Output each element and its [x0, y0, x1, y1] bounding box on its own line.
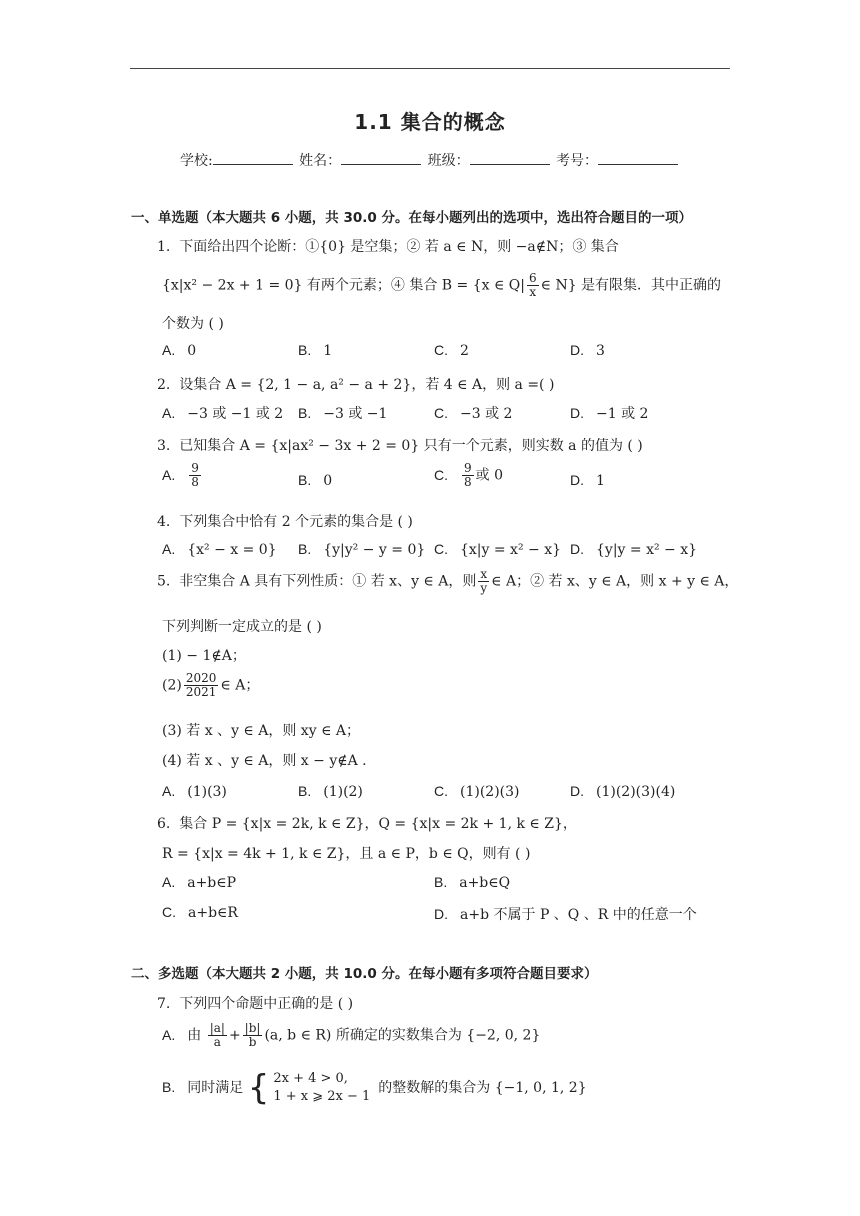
q5-option-b[interactable]: B. (1)(2) — [298, 783, 363, 800]
q3-option-c[interactable]: C. $\frac{9}{8}$ 或 0 — [434, 461, 503, 490]
class-field[interactable] — [470, 152, 550, 165]
q7-option-b[interactable]: B. 同时满足 { 2x + 4 > 0, 1 + x ⩾ 2x − 1 的整数解的集合为 {−1, 0, 1, 2} — [162, 1068, 587, 1108]
q6-option-b[interactable]: B. a+b∈Q — [434, 874, 511, 891]
q3-option-a[interactable]: A. $\frac{9}{8}$ — [162, 461, 199, 490]
statement-3: (3) 若 x 、y ∈ A，则 xy ∈ A； — [162, 723, 360, 739]
class-label: 班级： — [427, 153, 470, 169]
section-single-choice: 一、单选题（本大题共 6 小题，共 30.0 分。在每小题列出的选项中，选出符合题目的一项） — [131, 210, 693, 226]
page-title: 1.1 集合的概念 — [354, 110, 506, 134]
fraction: $\frac{|a|}{a}$ — [209, 1021, 225, 1050]
q3-option-d[interactable]: D. 1 — [570, 472, 605, 489]
student-info-line — [0, 150, 860, 170]
section-multiple-choice: 二、多选题（本大题共 2 小题，共 10.0 分。在每小题有多项符合题目要求） — [131, 966, 598, 982]
fraction: $\frac{9}{8}$ — [191, 461, 199, 490]
q1-option-d[interactable]: D. 3 — [570, 342, 605, 359]
question-1-line-2: {x|x² − 2x + 1 = 0} 有两个元素；④ 集合 B = {x ∈ Q| $\frac{6}{x}$ ∈ N} 是有限集．其中正确的 — [162, 271, 722, 300]
exam-no-label: 考号： — [556, 153, 599, 169]
q5-option-c[interactable]: C. (1)(2)(3) — [434, 783, 520, 800]
statement-1: (1) − 1∉A； — [162, 648, 246, 664]
fraction: $\frac{|b|}{b}$ — [244, 1021, 261, 1050]
question-1-line-3: 个数为 ( ) — [162, 316, 224, 332]
q4-option-b[interactable]: B. {y|y² − y = 0} — [298, 541, 426, 558]
q2-option-d[interactable]: D. −1 或 2 — [570, 405, 649, 422]
question-5-line-2: 下列判断一定成立的是 ( ) — [162, 619, 322, 635]
fraction: $\frac{6}{x}$ — [528, 271, 537, 300]
left-brace-icon: { — [247, 1068, 270, 1108]
fraction: $\frac{2020}{2021}$ — [185, 671, 217, 700]
q4-option-c[interactable]: C. {x|y = x² − x} — [434, 541, 562, 558]
question-6-line-2: R = {x|x = 4k + 1, k ∈ Z}，且 a ∈ P，b ∈ Q，则有 ( ) — [162, 846, 531, 862]
q2-option-a[interactable]: A. −3 或 −1 或 2 — [162, 405, 284, 422]
q5-option-a[interactable]: A. (1)(3) — [162, 783, 227, 800]
statement-2: (2) $\frac{2020}{2021}$ ∈ A； — [162, 671, 260, 700]
question-6: 6. 集合 P = {x|x = 2k, k ∈ Z}，Q = {x|x = 2k + 1, k ∈ Z}， — [157, 816, 577, 832]
fraction: $\frac{x}{y}$ — [480, 567, 488, 596]
q1-option-c[interactable]: C. 2 — [434, 342, 469, 359]
q5-option-d[interactable]: D. (1)(2)(3)(4) — [570, 783, 676, 800]
question-1: 1. 下面给出四个论断：①{0} 是空集；② 若 a ∈ N，则 −a∉N；③ 集合 — [157, 239, 619, 255]
q6-option-a[interactable]: A. a+b∈P — [162, 874, 237, 891]
name-field[interactable] — [341, 152, 421, 165]
school-label: 学校: — [179, 153, 213, 169]
statement-4: (4) 若 x 、y ∈ A，则 x − y∉A . — [162, 753, 367, 769]
name-label: 姓名： — [299, 153, 342, 169]
question-2: 2. 设集合 A = {2, 1 − a, a² − a + 2}，若 4 ∈ A，则 a =( ) — [157, 377, 555, 393]
q6-option-d[interactable]: D. a+b 不属于 P 、Q 、R 中的任意一个 — [434, 906, 697, 923]
school-field[interactable] — [213, 152, 293, 165]
q2-option-b[interactable]: B. −3 或 −1 — [298, 405, 388, 422]
q3-option-b[interactable]: B. 0 — [298, 472, 333, 489]
fraction: $\frac{9}{8}$ — [464, 461, 472, 490]
exam-no-field[interactable] — [598, 152, 678, 165]
q7-option-a[interactable]: A. 由 $\frac{|a|}{a}$ + $\frac{|b|}{b}$ (a, b ∈ R) 所确定的实数集合为 {−2, 0, 2} — [162, 1021, 541, 1050]
question-7: 7. 下列四个命题中正确的是 ( ) — [157, 996, 354, 1012]
question-5: 5. 非空集合 A 具有下列性质：① 若 x、y ∈ A，则 $\frac{x}{y}$ ∈ A；② 若 x、y ∈ A，则 x + y ∈ A， — [157, 567, 739, 596]
question-4: 4. 下列集合中恰有 2 个元素的集合是 ( ) — [157, 514, 413, 530]
question-3: 3. 已知集合 A = {x|ax² − 3x + 2 = 0} 只有一个元素，则实数 a 的值为 ( ) — [157, 438, 643, 454]
q2-option-c[interactable]: C. −3 或 2 — [434, 405, 513, 422]
q1-option-a[interactable]: A. 0 — [162, 342, 197, 359]
q6-option-c[interactable]: C. a+b∈R — [162, 904, 238, 921]
q1-option-b[interactable]: B. 1 — [298, 342, 333, 359]
q4-option-a[interactable]: A. {x² − x = 0} — [162, 541, 277, 558]
q4-option-d[interactable]: D. {y|y = x² − x} — [570, 541, 698, 558]
inequality-system: 2x + 4 > 0, 1 + x ⩾ 2x − 1 — [273, 1071, 371, 1104]
header-rule — [130, 68, 730, 69]
